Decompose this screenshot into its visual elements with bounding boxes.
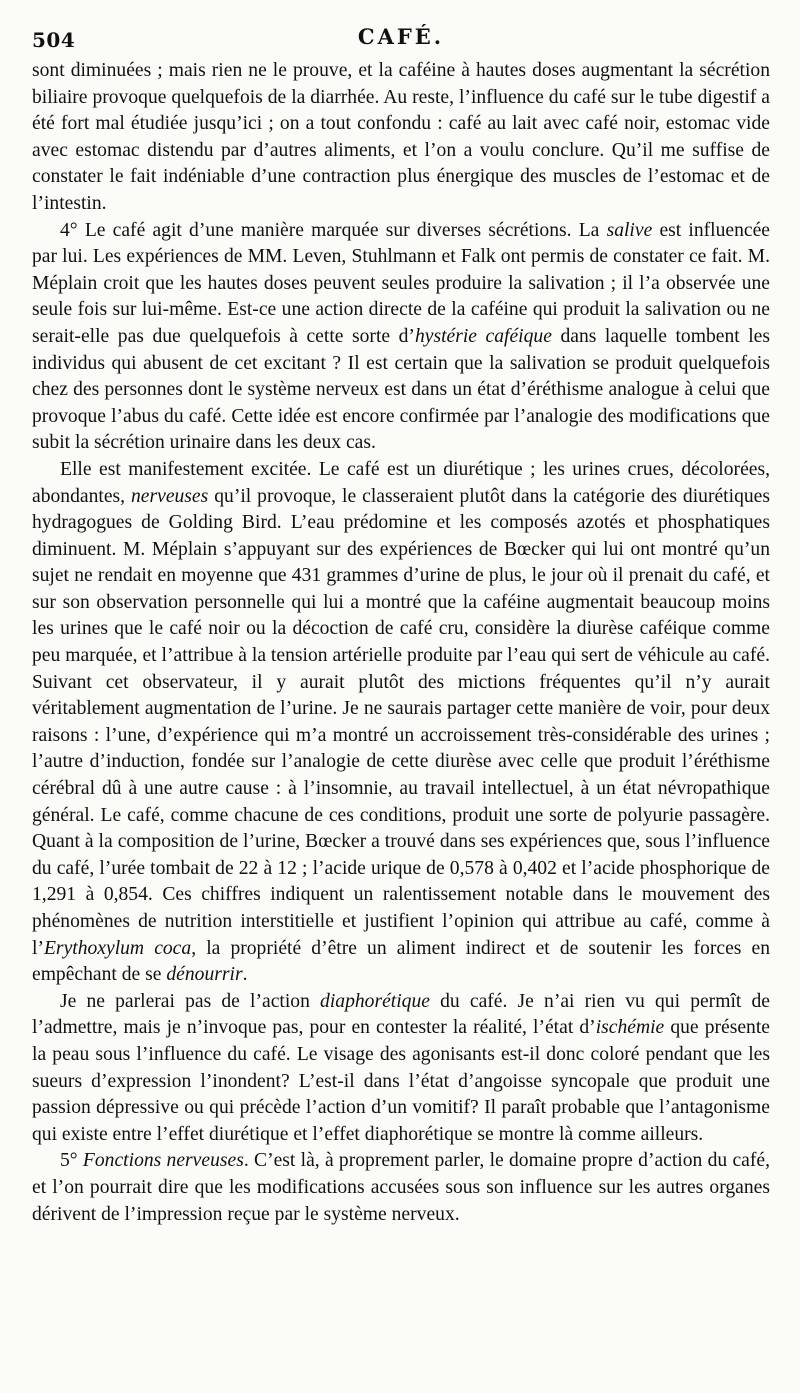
- italic-text: diaphorétique: [320, 990, 430, 1012]
- paragraph-nervous-functions: [32, 1148, 770, 1228]
- text-run: du café. Je n’ai rien vu qui permît de l’admettre, mais je n’invoque pas, pour en contester la réalité, l’état d’: [32, 990, 770, 1039]
- italic-text: Erythoxylum coca: [43, 937, 192, 959]
- italic-text: Fonctions nerveuses: [82, 1150, 244, 1172]
- paragraph-continuation: [32, 58, 770, 218]
- paragraph-secretions: [32, 218, 770, 457]
- italic-text: dénourrir: [166, 964, 243, 986]
- body-text: [32, 58, 770, 1228]
- italic-text: ischémie: [595, 1017, 665, 1039]
- text-run: 5°: [60, 1150, 83, 1172]
- italic-text: salive: [606, 219, 653, 241]
- text-run: 4° Le café agit d’une manière marquée sur diverses sécrétions. La: [60, 219, 607, 241]
- paragraph-diaphoretic: [32, 989, 770, 1149]
- text-run: Elle est manifestement excitée. Le café est un diurétique ; les urines crues, décolorées, abondantes,: [32, 458, 770, 507]
- text-run: . C’est là, à proprement parler, le domaine propre d’action du café, et l’on pourrait dire que les modifications accusées sous son influence sur les autres organes dérivent de l’impression reçue par le système nerveux.: [32, 1150, 771, 1225]
- page-header: [32, 0, 770, 58]
- text-run: qu’il provoque, le classeraient plutôt dans la catégorie des diurétiques hydragogues de Golding Bird. L’eau prédomine et les composés azotés et phosphatiques diminuent. M. Méplain s’appuyant sur des expériences de Bœcker qui lui ont montré qu’un sujet ne rendait en moyenne que 431 grammes d’urine de plus, le jour où il prenait du café, et sur son observation personnelle qui lui a montré que la caféine augmentait beaucoup moins les urines que le café noir ou la décoction de café cru, considère la diurèse caféique comme peu marquée, et l’attribue à la tension artérielle produite par l’eau qui sert de véhicule au café. Suivant cet observateur, il y aurait plutôt des mictions fréquentes qu’il n’y aurait véritablement augmentation de l’urine. Je ne saurais partager cette manière de voir, pour deux raisons : l’une, d’expérience qui m’a montré un accroissement très-considérable des urines ; l’autre d’induction, fondée sur l’analogie de cette diurèse avec celle que produit l’éréthisme cérébral dû à une autre cause : à l’insomnie, au travail intellectuel, à un état névropathique général. Le café, comme chacune de ces conditions, produit une sorte de polyurie passagère. Quant à la composition de l’urine, Bœcker a trouvé dans ses expériences que, sous l’influence du café, l’urée tombait de 22 à 12 ; l’acide urique de 0,578 à 0,402 et l’acide phosphorique de 1,291 à 0,854. Ces chiffres indiquent un ralentissement notable dans le mouvement des phénomènes de nutrition interstitielle et justifient l’opinion qui attribue au café, comme à l’: [32, 485, 770, 959]
- text-run: que présente la peau sous l’influence du café. Le visage des agonisants est-il donc coloré pendant que les sueurs d’expression l’inondent? L’est-il dans l’état d’angoisse syncopale que produit une passion dépressive ou qui précède l’action d’un vomitif? Il paraît probable que l’antagonisme qui existe entre l’effet diurétique et l’effet diaphorétique se montre là comme ailleurs.: [32, 1017, 770, 1145]
- text-run: sont diminuées ; mais rien ne le prouve, et la caféine à hautes doses augmentant la sécrétion biliaire provoque quelquefois de la diarrhée. Au reste, l’influence du café sur le tube digestif a été fort mal étudiée jusqu’ici ; on a tout confondu : café au lait avec café noir, estomac vide avec estomac distendu par d’autres aliments, et l’on a voulu conclure. Qu’il me suffise de constater le fait indéniable d’une contraction plus énergique des muscles de l’estomac et de l’intestin.: [32, 60, 770, 214]
- italic-text: nerveuses: [131, 485, 209, 507]
- text-run: est influencée par lui. Les expériences de MM. Leven, Stuhlmann et Falk ont permis de constater ce fait. M. Méplain croit que les hautes doses peuvent seules produire la salivation ; il l’a observée une seule fois sur lui-même. Est-ce une action directe de la caféine qui produit la salivation ou ne serait-elle pas due quelquefois à cette sorte d’: [32, 219, 770, 347]
- text-run: .: [242, 964, 248, 986]
- running-title: CAFÉ.: [357, 24, 445, 49]
- text-run: , la propriété d’être un aliment indirect et de soutenir les forces en empêchant de se: [32, 937, 771, 986]
- text-run: Je ne parlerai pas de l’action: [60, 990, 321, 1012]
- paragraph-urine: [32, 457, 770, 989]
- text-run: dans laquelle tombent les individus qui abusent de cet excitant ? Il est certain que la salivation se produit quelquefois chez des personnes dont le système nerveux est dans un état d’éréthisme analogue à celui que provoque l’abus du café. Cette idée est encore confirmée par l’analogie des modifications que subit la sécrétion urinaire dans les deux cas.: [32, 325, 770, 454]
- page-number: 504: [32, 28, 76, 52]
- italic-text: hystérie caféique: [414, 325, 552, 347]
